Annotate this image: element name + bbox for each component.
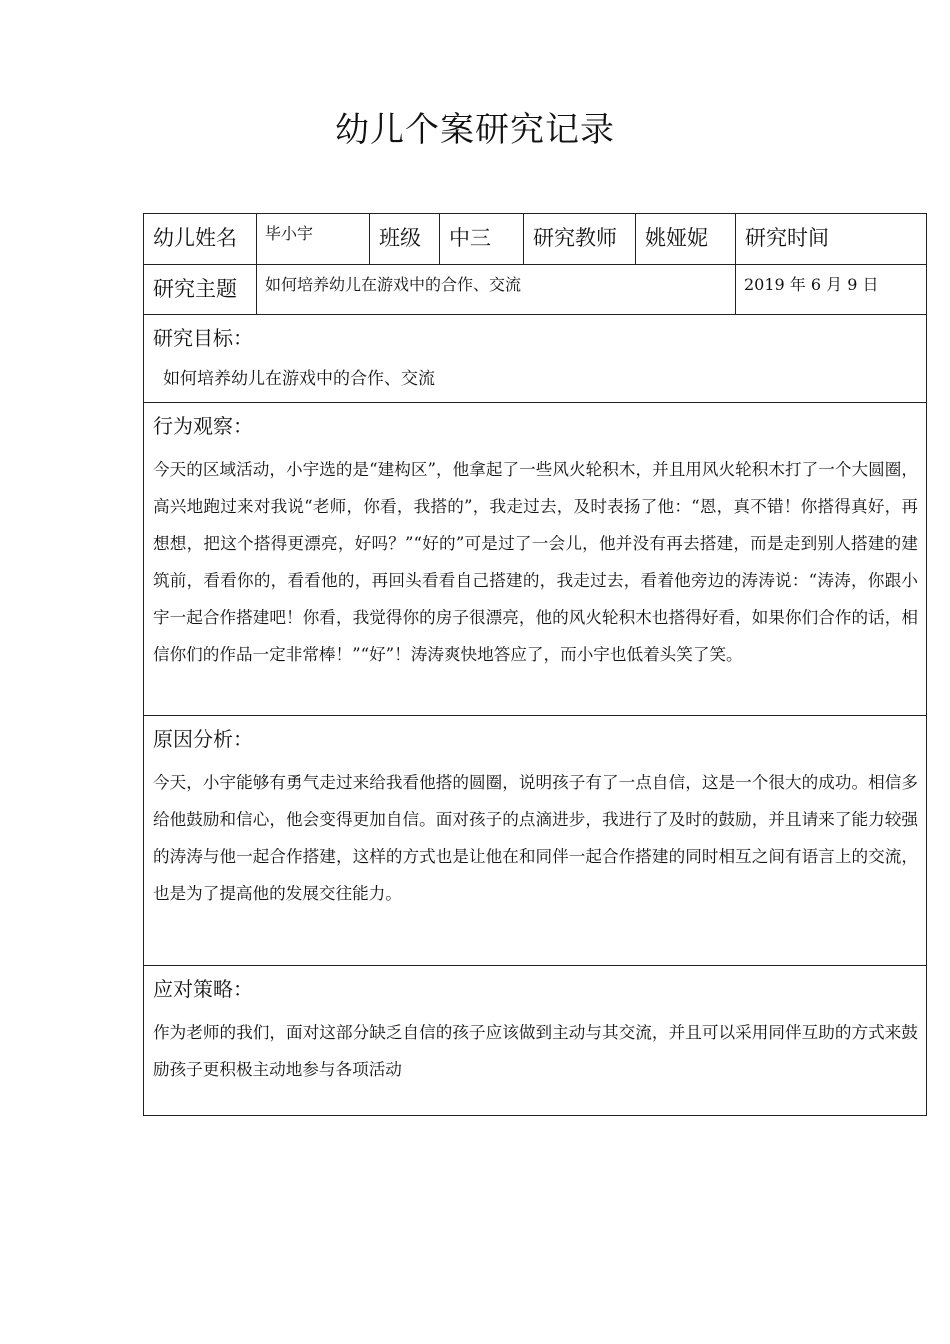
class-label: 班级 — [370, 214, 440, 265]
goal-text: 如何培养幼儿在游戏中的合作、交流 — [163, 369, 435, 389]
teacher-value: 姚娅妮 — [636, 214, 736, 265]
analysis-text: 今天，小宇能够有勇气走过来给我看他搭的圆圈，说明孩子有了一点自信，这是一个很大的成功。相信多给他鼓励和信心，他会变得更加自信。面对孩子的点滴进步，我进行了及时的鼓励，并且请来了能力较强的涛涛与他一起合作搭建，这样的方式也是让他在和同伴一起合作搭建的同时相互之间有语言上的交流，也是为了提高他的发展交往能力。 — [153, 773, 918, 903]
time-label: 研究时间 — [736, 214, 927, 265]
observation-text: 今天的区域活动，小宇选的是“建构区”，他拿起了一些风火轮积木，并且用风火轮积木打了一个大圆圈，高兴地跑过来对我说“老师，你看，我搭的”，我走过去，及时表扬了他：“恩，真不错！你搭得真好，再想想，把这个搭得更漂亮，好吗？”“好的”可是过了一会儿，他并没有再去搭建，而是走到别人搭建的建筑前，看看你的，看看他的，再回头看看自己搭建的，我走过去，看着他旁边的涛涛说：“涛涛，你跟小宇一起合作搭建吧！你看，我觉得你的房子很漂亮，他的风火轮积木也搭得好看，如果你们合作的话，相信你们的作品一定非常棒！”“好”！涛涛爽快地答应了，而小宇也低着头笑了笑。 — [153, 460, 918, 664]
info-row-2 — [144, 265, 927, 315]
strategy-section — [144, 966, 927, 1116]
teacher-label: 研究教师 — [524, 214, 636, 265]
observation-heading: 行为观察： — [153, 414, 253, 438]
child-name-label: 幼儿姓名 — [144, 214, 257, 265]
record-table — [143, 213, 927, 1116]
observation-section — [144, 403, 927, 716]
strategy-text: 作为老师的我们，面对这部分缺乏自信的孩子应该做到主动与其交流，并且可以采用同伴互助的方式来鼓励孩子更积极主动地参与各项活动 — [153, 1023, 918, 1079]
analysis-heading: 原因分析： — [153, 727, 253, 751]
page-title: 幼儿个案研究记录 — [335, 110, 615, 150]
topic-label: 研究主题 — [144, 265, 257, 315]
strategy-heading: 应对策略： — [153, 977, 253, 1001]
analysis-section — [144, 716, 927, 966]
info-row-1 — [144, 214, 927, 265]
date-value: 2019 年 6 月 9 日 — [736, 265, 927, 315]
goal-section — [144, 315, 927, 403]
goal-heading: 研究目标： — [153, 326, 253, 350]
child-name-value: 毕小宇 — [257, 214, 370, 265]
class-value: 中三 — [440, 214, 524, 265]
topic-value: 如何培养幼儿在游戏中的合作、交流 — [257, 265, 736, 315]
